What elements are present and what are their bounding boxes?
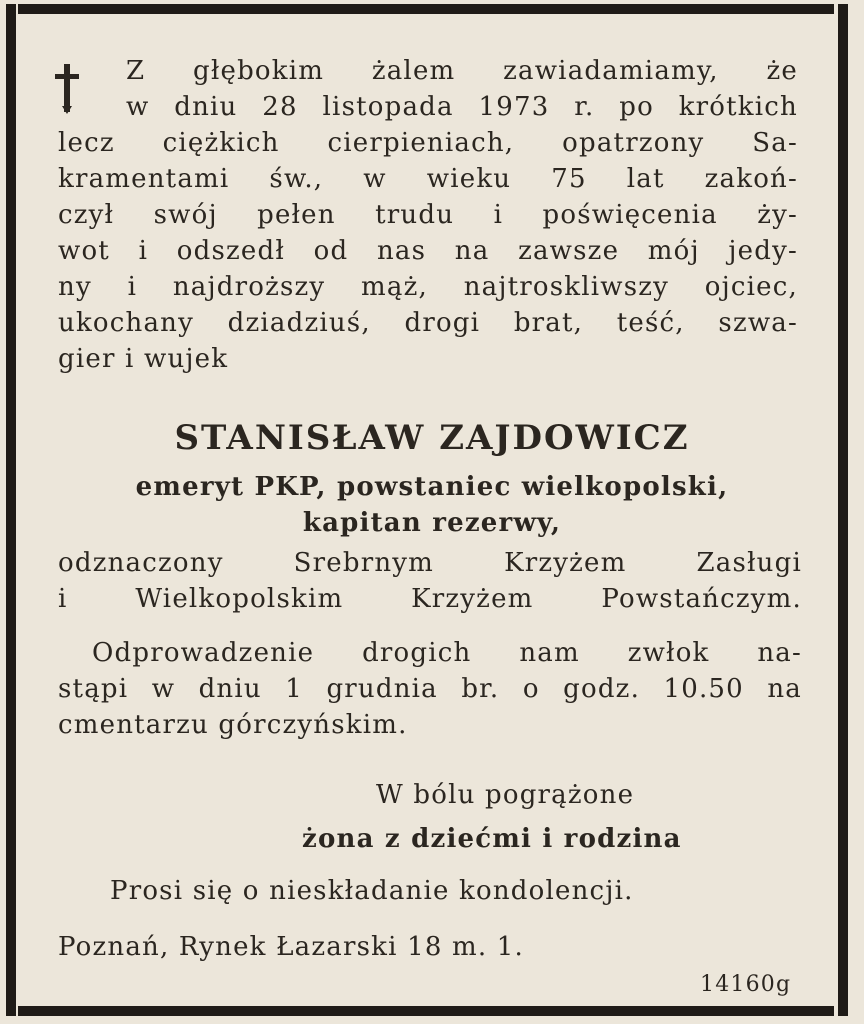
deceased-rank: kapitan rezerwy, <box>302 508 562 538</box>
announcement-line: Z głębokim żalem zawiadamiamy, że <box>126 56 798 86</box>
cross-icon <box>52 62 82 114</box>
announcement-line: kramentami św., w wieku 75 lat zakoń- <box>58 164 798 194</box>
deceased-name: STANISŁAW ZAJDOWICZ <box>174 418 690 458</box>
announcement-line: gier i wujek <box>58 344 229 374</box>
deceased-title: emeryt PKP, powstaniec wielkopolski, <box>135 472 729 502</box>
announcement-line: wot i odszedł od nas na zawsze mój jedy- <box>58 236 798 266</box>
decorations-line: i Wielkopolskim Krzyżem Powstańczym. <box>58 584 802 614</box>
address: Poznań, Rynek Łazarski 18 m. 1. <box>58 932 525 962</box>
frame-top-border <box>18 4 834 14</box>
decorations-line: odznaczony Srebrnym Krzyżem Zasługi <box>58 548 802 578</box>
announcement-line: lecz ciężkich cierpieniach, opatrzony Sa- <box>58 128 798 158</box>
announcement-line: ny i najdroższy mąż, najtroskliwszy ojciec, <box>58 272 798 302</box>
mourners: żona z dziećmi i rodzina <box>302 824 682 854</box>
condolences-note: Prosi się o nieskładanie kondolencji. <box>110 876 634 906</box>
announcement-line: czył swój pełen trudu i poświęcenia ży- <box>58 200 798 230</box>
announcement-line: w dniu 28 listopada 1973 r. po krótkich <box>126 92 798 122</box>
frame-bottom-border <box>18 1006 834 1016</box>
funeral-line: stąpi w dniu 1 grudnia br. o godz. 10.50 na <box>58 674 802 704</box>
funeral-line: Odprowadzenie drogich nam zwłok na- <box>92 638 802 668</box>
funeral-line: cmentarzu górczyńskim. <box>58 710 408 740</box>
mourners-intro: W bólu pogrążone <box>376 780 635 810</box>
reference-number: 14160g <box>700 972 792 997</box>
announcement-line: ukochany dziadziuś, drogi brat, teść, szwa- <box>58 308 798 338</box>
